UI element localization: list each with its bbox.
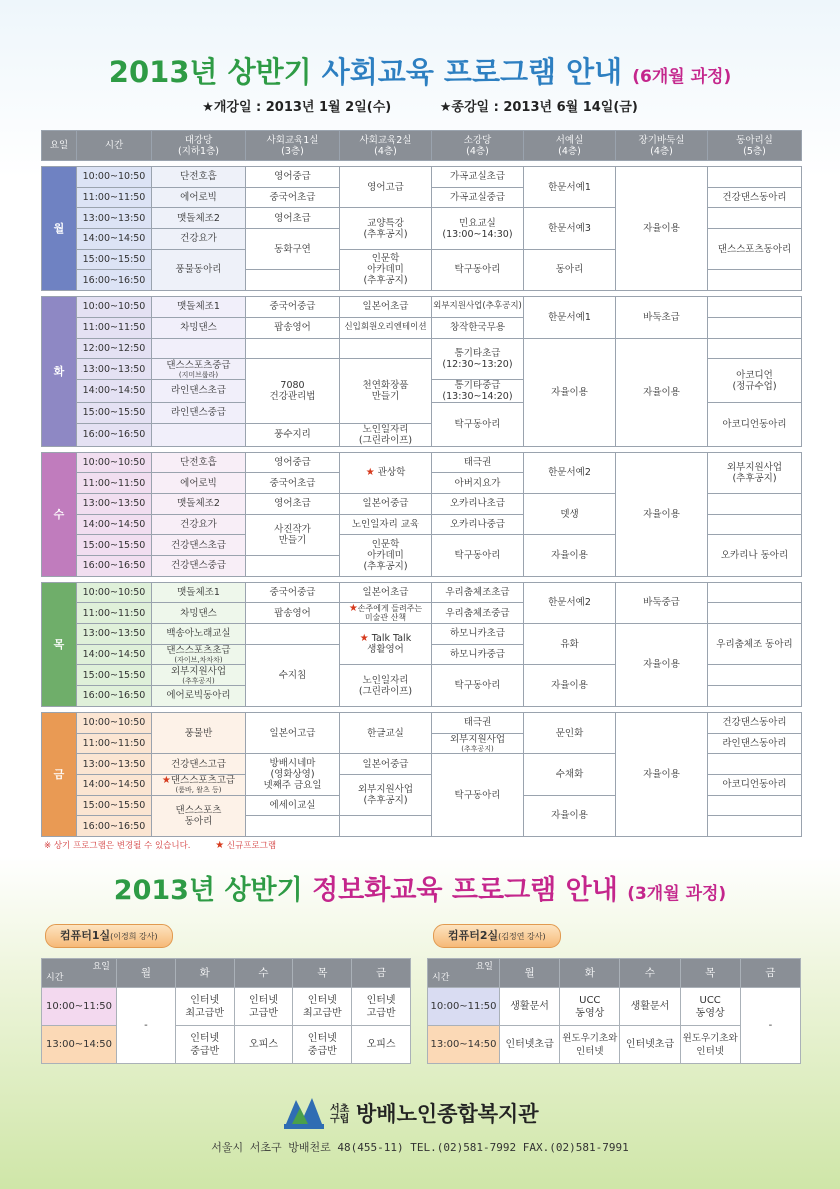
organization-name [330,1098,539,1128]
org-prefix: 서초구립 [330,1104,350,1125]
class-cell: 우리춤체조초급 [432,582,524,603]
computer-room-2-label: 컴퓨터2실(김정연 강사) [433,924,561,948]
new-program-legend: 신규프로그램 [226,841,277,851]
class-cell: 한문서예1 [524,167,616,208]
time-slot: 10:00~11:50 [428,988,500,1026]
class-cell: 노인일자리 (그린라이프) [340,665,432,706]
new-program-star-icon: ★ [215,840,225,851]
class-cell: ★ Talk Talk 생활영어 [340,624,432,665]
class-cell: UCC 동영상 [560,988,620,1026]
empty-cell [246,624,340,645]
new-program-star-icon: ★ [348,603,358,615]
class-cell: 자율이용 [616,167,708,291]
class-cell: 한글교실 [340,712,432,753]
class-cell: 동아리 [524,249,616,290]
day-label: 금 [42,712,77,836]
class-cell: 풍물동아리 [152,249,246,290]
class-cell: 탁구동아리 [432,665,524,706]
time-slot: 16:00~16:50 [77,556,152,577]
class-cell: 에어로빅 [152,187,246,208]
class-cell: 오피스 [234,1026,293,1064]
empty-cell [708,493,802,514]
empty-cell [708,317,802,338]
class-cell: 자율이용 [616,338,708,446]
time-slot: 10:00~10:50 [77,582,152,603]
class-cell: 외부지원사업 (추후공지) [340,774,432,815]
class-cell: 맷돌체조2 [152,208,246,229]
class-cell: 노인일자리 교육 [340,514,432,535]
time-slot: 11:00~11:50 [77,603,152,624]
empty-cell [246,338,340,359]
empty-cell [708,582,802,603]
day-label: 화 [42,297,77,446]
class-cell: 댄스스포츠초급 (자이브,차차차) [152,644,246,665]
class-cell: 인터넷 고급반 [352,988,411,1026]
class-cell: 라인댄스초급 [152,379,246,402]
contact-address: 서울시 서초구 방배천로 48(455-11) TEL.(02)581-7992 FAX.(02)581-7991 [211,1141,629,1154]
day-header: 목 [293,959,352,988]
day-header: 수 [234,959,293,988]
class-cell: 오카리나 동아리 [708,535,802,576]
time-slot: 14:00~14:50 [77,514,152,535]
class-cell: 탁구동아리 [432,402,524,446]
class-cell: 하모니카초급 [432,624,524,645]
class-cell: 한문서예3 [524,208,616,249]
empty-cell [708,686,802,707]
title-year: 2013년 [108,55,218,89]
class-cell: 단전호흡 [152,167,246,188]
day-label: 월 [42,167,77,291]
time-slot: 11:00~11:50 [77,317,152,338]
header-day: 요일 [42,131,77,161]
class-cell: 자율이용 [524,665,616,706]
time-slot: 14:00~14:50 [77,774,152,795]
class-cell: 가곡교실초급 [432,167,524,188]
title-name: 정보화교육 프로그램 안내 [312,875,618,906]
time-slot: 13:00~13:50 [77,208,152,229]
tuesday-block [42,297,802,446]
class-cell: 탁구동아리 [432,535,524,576]
class-cell: UCC 동영상 [680,988,740,1026]
class-cell: 아코디언동아리 [708,402,802,446]
class-cell: 인터넷초급 [620,1026,680,1064]
class-cell: 아코디언 (정규수업) [708,359,802,403]
day-label: 목 [42,582,77,706]
start-date: ★개강일 : 2013년 1월 2일(수) [202,100,392,115]
thursday-block [42,582,802,706]
title-course: (3개월 과정) [627,884,727,904]
class-cell: 중국어초급 [246,473,340,494]
class-cell: 한문서예1 [524,297,616,338]
class-cell: 건강요가 [152,514,246,535]
class-cell: 오카리나중급 [432,514,524,535]
class-cell: 우리춤체조중급 [432,603,524,624]
class-cell: 영어초급 [246,493,340,514]
class-cell: 교양특강 (추후공지) [340,208,432,249]
class-cell: 건강댄스중급 [152,556,246,577]
table-corner: 요일 시간 [42,959,117,988]
section-title [0,868,840,907]
empty-cell [246,270,340,291]
end-date: ★종강일 : 2013년 6월 14일(금) [439,100,638,115]
header-room: 사회교육2실 (4층) [340,131,432,161]
class-cell: 인터넷 중급반 [293,1026,352,1064]
day-header: 화 [175,959,234,988]
class-cell: 인터넷 중급반 [175,1026,234,1064]
time-slot: 10:00~10:50 [77,167,152,188]
class-cell: 맷돌체조2 [152,493,246,514]
class-cell: 차밍댄스 [152,317,246,338]
empty-cell [708,816,802,837]
time-slot: 13:00~13:50 [77,493,152,514]
class-cell: 자율이용 [524,795,616,836]
header-room: 대강당 (지하1층) [152,131,246,161]
class-cell: 건강댄스동아리 [708,712,802,733]
class-cell: 자율이용 [616,452,708,576]
time-slot: 11:00~11:50 [77,473,152,494]
class-cell: 중국어중급 [246,297,340,318]
class-cell: 아코디언동아리 [708,774,802,795]
class-cell: 영어초급 [246,208,340,229]
class-cell: 에어로빅동아리 [152,686,246,707]
empty-cell [708,270,802,291]
class-cell: ★ 관상학 [340,452,432,493]
class-cell: 영어중급 [246,452,340,473]
empty-cell [246,816,340,837]
class-cell: 단전호흡 [152,452,246,473]
empty-cell [708,297,802,318]
class-cell: 인터넷 최고급반 [293,988,352,1026]
class-cell: 건강댄스동아리 [708,187,802,208]
class-cell: 중국어초급 [246,187,340,208]
schedule-header [42,131,802,161]
day-header: 금 [352,959,411,988]
computer-room-2-table [427,958,801,1064]
table-corner: 요일 시간 [428,959,500,988]
empty-cell [708,754,802,775]
class-cell: 통기타초급 (12:30~13:20) [432,338,524,379]
day-header: 월 [500,959,560,988]
class-cell: 수지침 [246,644,340,706]
class-cell: 노인일자리 (그린라이프) [340,423,432,446]
class-cell: 7080 건강관리법 [246,359,340,423]
class-cell: 풍수지리 [246,423,340,446]
class-cell: - [740,988,800,1064]
time-slot: 13:00~13:50 [77,624,152,645]
header-time: 시간 [77,131,152,161]
friday-block [42,712,802,836]
header-room: 소강당 (4층) [432,131,524,161]
time-slot: 15:00~15:50 [77,795,152,816]
class-cell: 차밍댄스 [152,603,246,624]
class-cell: 일본어초급 [340,297,432,318]
class-cell: 수채화 [524,754,616,795]
class-cell: 한문서예2 [524,452,616,493]
class-cell: 인터넷 고급반 [234,988,293,1026]
class-cell: 인문학 아카데미 (추후공지) [340,535,432,576]
class-cell: 탁구동아리 [432,754,524,837]
title-year: 2013년 [113,875,216,906]
class-cell: 통기타중급 (13:30~14:20) [432,379,524,402]
class-cell: 아버지요가 [432,473,524,494]
empty-cell [246,556,340,577]
time-slot: 10:00~10:50 [77,452,152,473]
class-cell: 윈도우기초와 인터넷 [560,1026,620,1064]
time-slot: 14:00~14:50 [77,644,152,665]
empty-cell [340,338,432,359]
class-cell: 팝송영어 [246,603,340,624]
class-cell: 유화 [524,624,616,665]
title-name: 사회교육 프로그램 안내 [321,55,623,89]
header-room: 장기바둑실 (4층) [616,131,708,161]
empty-cell [708,167,802,188]
class-cell: 건강요가 [152,229,246,250]
class-cell: 풍물반 [152,712,246,753]
class-cell: 맷돌체조1 [152,582,246,603]
class-cell: 영어고급 [340,167,432,208]
class-cell: 중국어중급 [246,582,340,603]
class-cell: 인터넷 최고급반 [175,988,234,1026]
class-cell: 생활문서 [500,988,560,1026]
time-slot: 16:00~16:50 [77,686,152,707]
class-cell: 생활문서 [620,988,680,1026]
empty-cell [708,208,802,229]
computer-room-1-label: 컴퓨터1실(이경희 강사) [45,924,173,948]
empty-cell [152,338,246,359]
page-title [0,50,840,91]
class-cell: 에어로빅 [152,473,246,494]
empty-cell [708,795,802,816]
empty-cell [152,423,246,446]
class-cell: 영어중급 [246,167,340,188]
class-cell: - [117,988,176,1064]
day-label: 수 [42,452,77,576]
day-header: 금 [740,959,800,988]
time-slot: 15:00~15:50 [77,665,152,686]
class-cell: 일본어중급 [340,754,432,775]
time-slot: 12:00~12:50 [77,338,152,359]
class-cell: ★손주에게 들려주는 미술관 산책 [340,603,432,624]
class-cell: 태극권 [432,712,524,733]
class-cell: 외부지원사업 (추후공지) [432,733,524,754]
empty-cell [708,665,802,686]
class-cell: 댄스스포츠중급 (지미브룹라) [152,359,246,380]
class-cell: 자율이용 [616,624,708,707]
class-cell: 에세이교실 [246,795,340,816]
class-cell: 사진작가 만들기 [246,514,340,555]
social-education-schedule [41,130,802,837]
class-cell: 민요교실 (13:00~14:30) [432,208,524,249]
header-room: 동아리실 (5층) [708,131,802,161]
new-program-star-icon: ★ [359,633,369,645]
time-slot: 11:00~11:50 [77,733,152,754]
time-slot: 10:00~10:50 [77,712,152,733]
class-cell: 창작한국무용 [432,317,524,338]
time-slot: 13:00~13:50 [77,754,152,775]
class-cell: 천연화장품 만들기 [340,359,432,423]
class-cell: 문인화 [524,712,616,753]
title-course: (6개월 과정) [632,67,732,87]
class-cell: 건강댄스초급 [152,535,246,556]
class-cell: 외부지원사업 (추후공지) [152,665,246,686]
class-cell: 윈도우기초와 인터넷 [680,1026,740,1064]
class-cell: 댄스스포츠동아리 [708,229,802,270]
time-slot: 11:00~11:50 [77,187,152,208]
class-cell: 맷돌체조1 [152,297,246,318]
class-cell: 일본어고급 [246,712,340,753]
class-cell: 일본어중급 [340,493,432,514]
schedule-note [44,839,276,851]
empty-cell [708,338,802,359]
class-cell: 외부지원사업(추후공지) [432,297,524,318]
class-cell: 댄스스포츠 동아리 [152,795,246,836]
class-cell: ★댄스스포츠고급 (룸바, 왈츠 등) [152,774,246,795]
class-cell: 라인댄스동아리 [708,733,802,754]
class-cell: 신입회원오리엔테이션 [340,317,432,338]
title-half: 상반기 [224,875,303,906]
time-slot: 15:00~15:50 [77,402,152,423]
class-cell: 외부지원사업 (추후공지) [708,452,802,493]
class-cell: 건강댄스고급 [152,754,246,775]
empty-cell [340,816,432,837]
class-cell: 오카리나초급 [432,493,524,514]
time-slot: 14:00~14:50 [77,379,152,402]
time-slot: 10:00~10:50 [77,297,152,318]
day-header: 수 [620,959,680,988]
class-cell: 자율이용 [524,338,616,446]
day-header: 목 [680,959,740,988]
empty-cell [708,603,802,624]
class-cell: 방배시네마 (영화상영) 넷째주 금요일 [246,754,340,795]
class-cell: 동화구연 [246,229,340,270]
time-slot: 14:00~14:50 [77,229,152,250]
time-slot: 13:00~14:50 [42,1026,117,1064]
class-cell: 바둑초급 [616,297,708,338]
class-cell: 백송아노래교실 [152,624,246,645]
new-program-star-icon: ★ [365,467,375,479]
class-cell: 오피스 [352,1026,411,1064]
time-slot: 10:00~11:50 [42,988,117,1026]
header-room: 서예실 (4층) [524,131,616,161]
note-text: ※ 상기 프로그램은 변경될 수 있습니다. [44,841,191,851]
time-slot: 16:00~16:50 [77,270,152,291]
new-program-star-icon: ★ [161,775,171,787]
time-slot: 15:00~15:50 [77,535,152,556]
org-title: 방배노인종합복지관 [356,1102,539,1126]
class-cell: 일본어초급 [340,582,432,603]
computer-room-1-table [41,958,411,1064]
class-cell: 바둑중급 [616,582,708,623]
class-cell: 한문서예2 [524,582,616,623]
class-cell: 자율이용 [616,712,708,836]
time-slot: 13:00~14:50 [428,1026,500,1064]
time-slot: 15:00~15:50 [77,249,152,270]
class-cell: 팝송영어 [246,317,340,338]
class-cell: 탁구동아리 [432,249,524,290]
title-half: 상반기 [227,55,312,89]
welfare-center-logo-icon [282,1094,326,1130]
day-header: 화 [560,959,620,988]
class-cell: 하모니카중급 [432,644,524,665]
class-cell: 뎃생 [524,493,616,534]
time-slot: 13:00~13:50 [77,359,152,380]
class-cell: 자율이용 [524,535,616,576]
class-cell: 태극권 [432,452,524,473]
course-dates [0,96,840,115]
empty-cell [708,514,802,535]
class-cell: 가곡교실중급 [432,187,524,208]
header-room: 사회교육1실 (3층) [246,131,340,161]
class-cell: 인문학 아카데미 (추후공지) [340,249,432,290]
monday-block [42,167,802,291]
class-cell: 라인댄스중급 [152,402,246,423]
wednesday-block [42,452,802,576]
time-slot: 16:00~16:50 [77,423,152,446]
day-header: 월 [117,959,176,988]
time-slot: 16:00~16:50 [77,816,152,837]
class-cell: 인터넷초급 [500,1026,560,1064]
class-cell: 우리춤체조 동아리 [708,624,802,665]
